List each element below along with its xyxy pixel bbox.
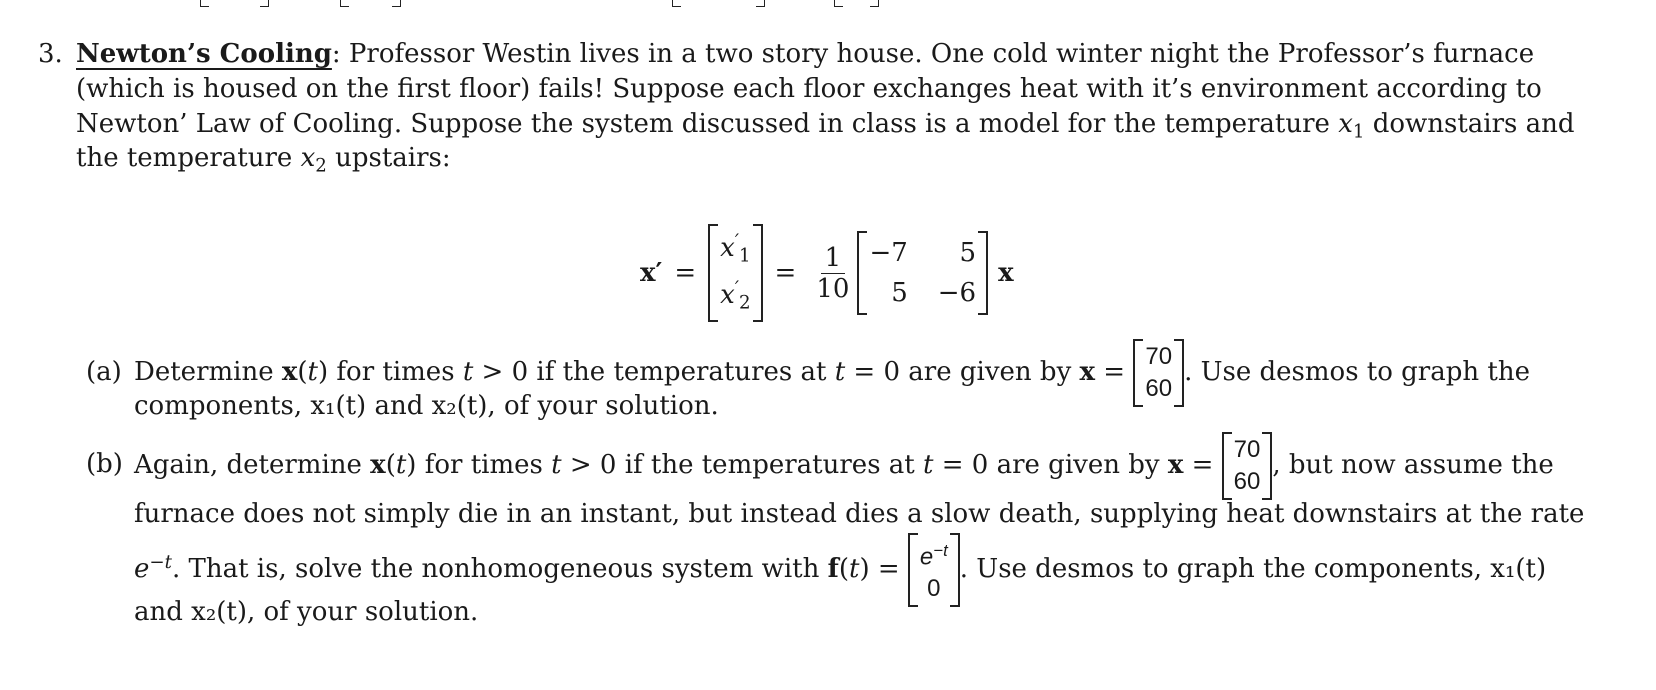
part-b-label: (b) — [86, 449, 123, 479]
part-b-line-2: furnace does not simply die in an instant, but instead dies a slow death, supplying heat downstairs at the rate — [134, 499, 1585, 529]
derivative-vector: $x'_1$ $x'_2$ — [708, 224, 762, 321]
forcing-vector: $e^{-t}$ 0 — [908, 533, 960, 607]
part-a-line-1: Determine x(t) for times t > 0 if the temperatures at t = 0 are given by x = 70 60 . Use desmos to graph the — [134, 336, 1498, 408]
cropped-matrix-fragment — [672, 0, 772, 8]
cropped-matrix-fragment — [200, 0, 280, 8]
equation-rhs: x — [998, 258, 1014, 288]
equation-lhs: x′ — [640, 258, 663, 288]
problem-line-4: the temperature $x_2$ upstairs: — [76, 143, 451, 177]
cropped-matrix-fragment — [834, 0, 884, 8]
system-equation: x′ = $x'_1$ $x'_2$ = $\frac{1}{10}$ −7 5 5 −6 x — [640, 228, 1014, 318]
part-b-line-1: Again, determine x(t) for times t > 0 if the temperatures at t = 0 are given by x = 70 60 , but now assume the — [134, 430, 1498, 500]
problem-line-1: Newton’s Cooling: Professor Westin lives in a two story house. One cold winter night the Professor’s furnace — [76, 39, 1535, 69]
initial-vector-a: 70 60 — [1133, 339, 1184, 407]
part-a-label: (a) — [86, 357, 122, 387]
problem-line-3: Newton’ Law of Cooling. Suppose the system discussed in class is a model for the temperature $x_1$ downstairs and — [76, 109, 1575, 143]
part-b-line-3: $e^{-t}$. That is, solve the nonhomogeneous system with f(t) = $e^{-t}$ 0 . Use desmos to graph the components, x₁(t) — [134, 528, 1498, 607]
coefficient-matrix: −7 5 5 −6 — [857, 231, 988, 315]
part-a-line-2: components, x₁(t) and x₂(t), of your solution. — [134, 391, 719, 421]
part-b-line-4: and x₂(t), of your solution. — [134, 597, 479, 627]
problem-line-2: (which is housed on the first floor) fails! Suppose each floor exchanges heat with it’s environment according to — [76, 74, 1542, 104]
problem-title: Newton’s Cooling — [76, 39, 332, 69]
scalar-fraction: $\frac{1}{10}$ — [816, 242, 850, 304]
problem-number: 3. — [38, 39, 63, 69]
initial-vector-b: 70 60 — [1222, 432, 1273, 500]
cropped-matrix-fragment — [340, 0, 410, 8]
